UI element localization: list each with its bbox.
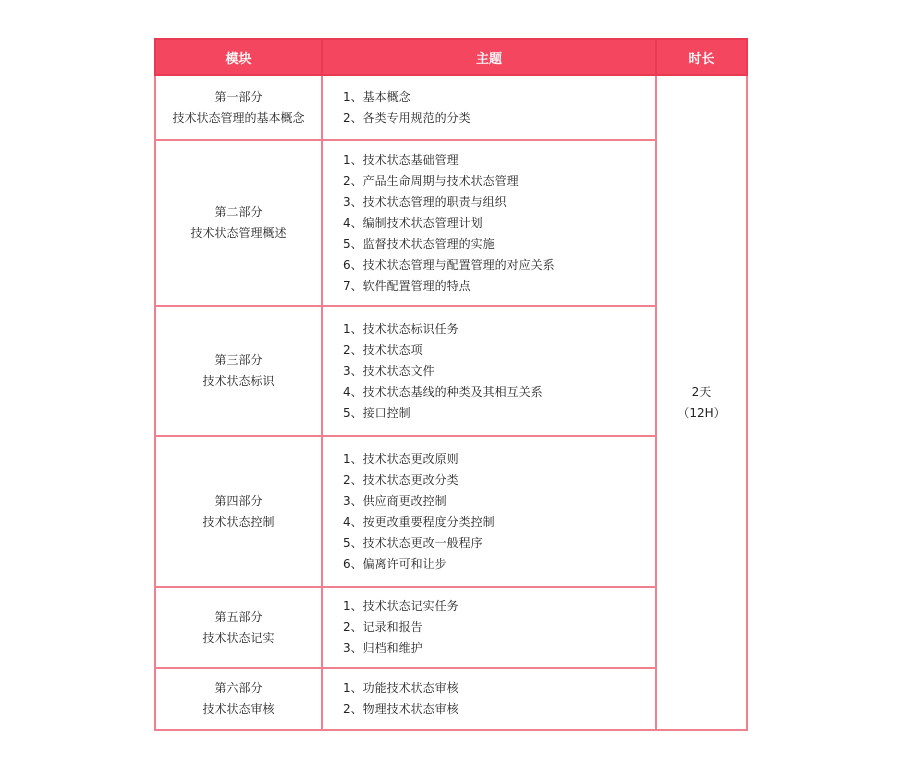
- topic-item: 3、归档和维护: [343, 641, 423, 655]
- topic-list: [343, 596, 655, 659]
- module-cell: [155, 587, 322, 668]
- module-name: 技术状态记实: [202, 630, 275, 645]
- module-part: 第三部分: [214, 353, 263, 367]
- topic-cell: [322, 75, 656, 140]
- module-part: 第二部分: [214, 205, 263, 219]
- module-part: 第一部分: [214, 89, 263, 104]
- topic-item: 2、物理技术状态审核: [343, 702, 459, 716]
- topic-item: 6、偏离许可和让步: [343, 556, 447, 571]
- topic-item: 3、供应商更改控制: [343, 493, 447, 508]
- course-outline: [154, 38, 746, 731]
- topic-item: 2、各类专用规范的分类: [343, 110, 471, 125]
- module-cell: [155, 75, 322, 140]
- topic-item: 4、编制技术状态管理计划: [343, 215, 483, 230]
- topic-item: 1、基本概念: [343, 89, 411, 104]
- module-name: 技术状态管理的基本概念: [172, 110, 305, 125]
- topic-item: 5、监督技术状态管理的实施: [343, 236, 495, 251]
- duration-hours: （12H）: [677, 405, 726, 420]
- topic-item: 3、技术状态文件: [343, 363, 435, 378]
- topic-item: 2、技术状态项: [343, 342, 423, 357]
- duration-cell: [656, 75, 747, 730]
- header-topic: 主题: [322, 39, 656, 75]
- module-name: 技术状态标识: [202, 374, 275, 388]
- topic-item: 1、功能技术状态审核: [343, 681, 459, 695]
- module-part: 第五部分: [214, 609, 263, 624]
- topic-cell: [322, 306, 656, 436]
- topic-item: 5、接口控制: [343, 405, 411, 420]
- topic-cell: [322, 140, 656, 306]
- topic-item: 1、技术状态更改原则: [343, 451, 459, 466]
- topic-item: 4、按更改重要程度分类控制: [343, 514, 495, 529]
- topic-list: [343, 678, 655, 720]
- module-name: 技术状态审核: [202, 702, 275, 716]
- topic-item: 2、技术状态更改分类: [343, 472, 459, 487]
- topic-item: 5、技术状态更改一般程序: [343, 535, 483, 550]
- module-part: 第四部分: [214, 493, 263, 508]
- topic-item: 3、技术状态管理的职责与组织: [343, 194, 507, 209]
- topic-list: [343, 449, 655, 575]
- topic-cell: [322, 587, 656, 668]
- module-name: 技术状态控制: [202, 514, 275, 529]
- module-cell: [155, 140, 322, 306]
- table-row: [155, 75, 747, 140]
- topic-list: [343, 87, 655, 129]
- module-cell: [155, 436, 322, 587]
- topic-item: 6、技术状态管理与配置管理的对应关系: [343, 257, 555, 272]
- topic-item: 7、软件配置管理的特点: [343, 278, 471, 293]
- header-duration: 时长: [656, 39, 747, 75]
- module-part: 第六部分: [214, 681, 263, 695]
- topic-item: 2、产品生命周期与技术状态管理: [343, 173, 519, 188]
- module-cell: [155, 668, 322, 730]
- topic-item: 4、技术状态基线的种类及其相互关系: [343, 384, 543, 399]
- topic-cell: [322, 668, 656, 730]
- module-name: 技术状态管理概述: [190, 226, 287, 240]
- topic-item: 2、记录和报告: [343, 620, 423, 634]
- header-module: 模块: [155, 39, 322, 75]
- topic-cell: [322, 436, 656, 587]
- topic-item: 1、技术状态记实任务: [343, 599, 459, 613]
- topic-item: 1、技术状态基础管理: [343, 152, 459, 167]
- topic-list: [343, 150, 655, 297]
- topic-list: [343, 319, 655, 424]
- duration-days: 2天: [691, 384, 712, 399]
- topic-item: 1、技术状态标识任务: [343, 321, 459, 336]
- table-header-row: [155, 39, 747, 75]
- module-cell: [155, 306, 322, 436]
- course-table: [154, 38, 748, 731]
